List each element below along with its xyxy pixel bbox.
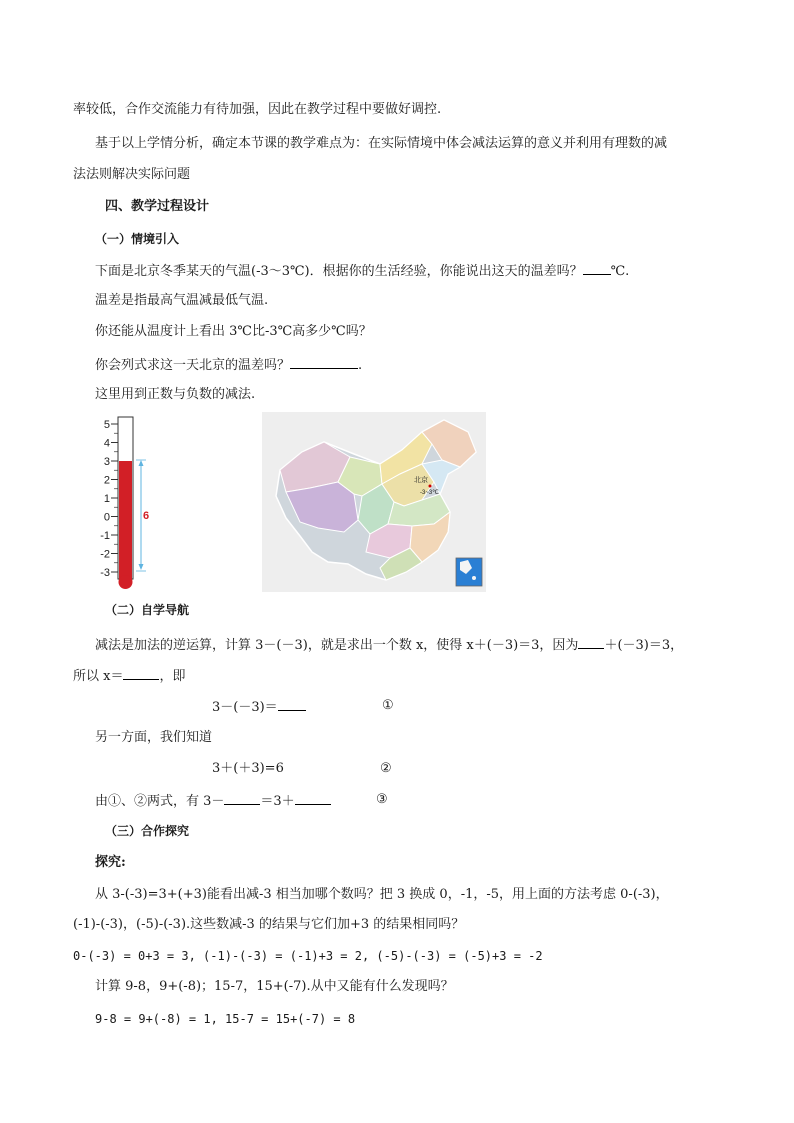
formula-blank xyxy=(290,355,358,369)
beijing-marker xyxy=(429,485,432,488)
part-3-title: （三）合作探究 xyxy=(105,824,190,838)
thermometer-figure xyxy=(100,414,165,592)
part-2-blank-3 xyxy=(295,791,331,805)
equation-2: 3＋(＋3)=6 xyxy=(212,761,284,776)
part-2-line-2: 所以 x＝ ，即 xyxy=(73,666,185,686)
part-2-blank-1 xyxy=(578,635,604,649)
part-3-line-4: 计算 9-8，9+(-8)；15-7，15+(-7).从中又能有什么发现吗？ xyxy=(95,979,454,994)
thermometer-mercury xyxy=(119,461,132,579)
thermometer-tick-label: -3 xyxy=(100,567,110,579)
part-2-line-3: 另一方面，我们知道 xyxy=(95,730,213,745)
diff-label: 6 xyxy=(143,510,150,522)
thermometer-tick-label: 4 xyxy=(103,437,110,450)
part-2-blank-2 xyxy=(224,791,260,805)
part-3-line-1: 从 3-(-3)=3+(+3)能看出减-3 相当加哪个数吗？把 3 换成 0，-1，-5，用上面的方法考虑 0-(-3)， xyxy=(95,887,669,902)
equation-1-mark: ① xyxy=(382,698,394,713)
part-3-line-5: 9-8 = 9+(-8) = 1, 15-7 = 15+(-7) = 8 xyxy=(95,1012,356,1026)
equation-1: 3－(－3)＝ xyxy=(212,697,306,717)
part-1-line-4: 你会列式求这一天北京的温差吗？ . xyxy=(95,355,362,375)
intro-line-2: 基于以上学情分析，确定本节课的教学难点为：在实际情境中体会减法运算的意义并利用有理数的减 xyxy=(95,136,668,151)
thermometer-tick-label: -2 xyxy=(100,548,110,561)
beijing-temp: -3~3℃ xyxy=(420,490,439,496)
thermometer-tick-label: 2 xyxy=(103,474,110,487)
temp-diff-blank xyxy=(583,261,611,275)
diff-arrow-head-up xyxy=(139,460,144,466)
part-1-line-5: 这里用到正数与负数的减法. xyxy=(95,387,256,402)
equation-2-mark: ② xyxy=(380,761,392,776)
part-1-line-2: 温差是指最高气温减最低气温. xyxy=(95,293,269,308)
thermometer-tick-label: 5 xyxy=(103,419,110,431)
diff-arrow-head-down xyxy=(139,564,144,570)
section-4-title: 四、教学过程设计 xyxy=(105,199,210,214)
explore-label: 探究: xyxy=(95,855,126,870)
part-1-line-1: 下面是北京冬季某天的气温(-3～3℃)．根据你的生活经验，你能说出这天的温差吗？ ℃. xyxy=(95,261,629,281)
south-sea-island xyxy=(472,576,476,580)
part-2-blank-x xyxy=(123,666,159,680)
part-1-line-3: 你还能从温度计上看出 3℃比-3℃高多少℃吗？ xyxy=(95,324,372,339)
part-3-line-2: (-1)-(-3)，(-5)-(-3).这些数减-3 的结果与它们加+3 的结果相同吗？ xyxy=(73,917,465,932)
thermometer-tick-label: -1 xyxy=(100,530,110,542)
part-2-title: （二）自学导航 xyxy=(105,603,190,617)
china-map xyxy=(262,412,486,592)
part-2-line-4: 由①、②两式，有 3－ ＝3＋ xyxy=(95,791,331,811)
intro-line-3: 法法则解决实际问题 xyxy=(73,167,191,182)
thermometer-tick-label: 1 xyxy=(103,493,110,505)
equation-1-blank xyxy=(278,697,306,711)
beijing-label: 北京 xyxy=(414,477,428,484)
thermometer-bulb xyxy=(119,575,133,589)
intro-line-1: 率较低，合作交流能力有待加强，因此在教学过程中要做好调控. xyxy=(73,102,442,117)
part-1-title: （一）情境引入 xyxy=(95,232,180,246)
equation-3-mark: ③ xyxy=(376,792,388,807)
part-3-line-3: 0-(-3) = 0+3 = 3, (-1)-(-3) = (-1)+3 = 2, (-5)-(-3) = (-5)+3 = -2 xyxy=(73,949,543,963)
part-2-line-1: 减法是加法的逆运算，计算 3－(－3)，就是求出一个数 x，使得 x＋(－3)＝3，因为 ＋(－3)＝3， xyxy=(95,635,683,655)
thermometer-tick-label: 0 xyxy=(103,511,110,524)
thermometer-tick-label: 3 xyxy=(103,456,110,468)
